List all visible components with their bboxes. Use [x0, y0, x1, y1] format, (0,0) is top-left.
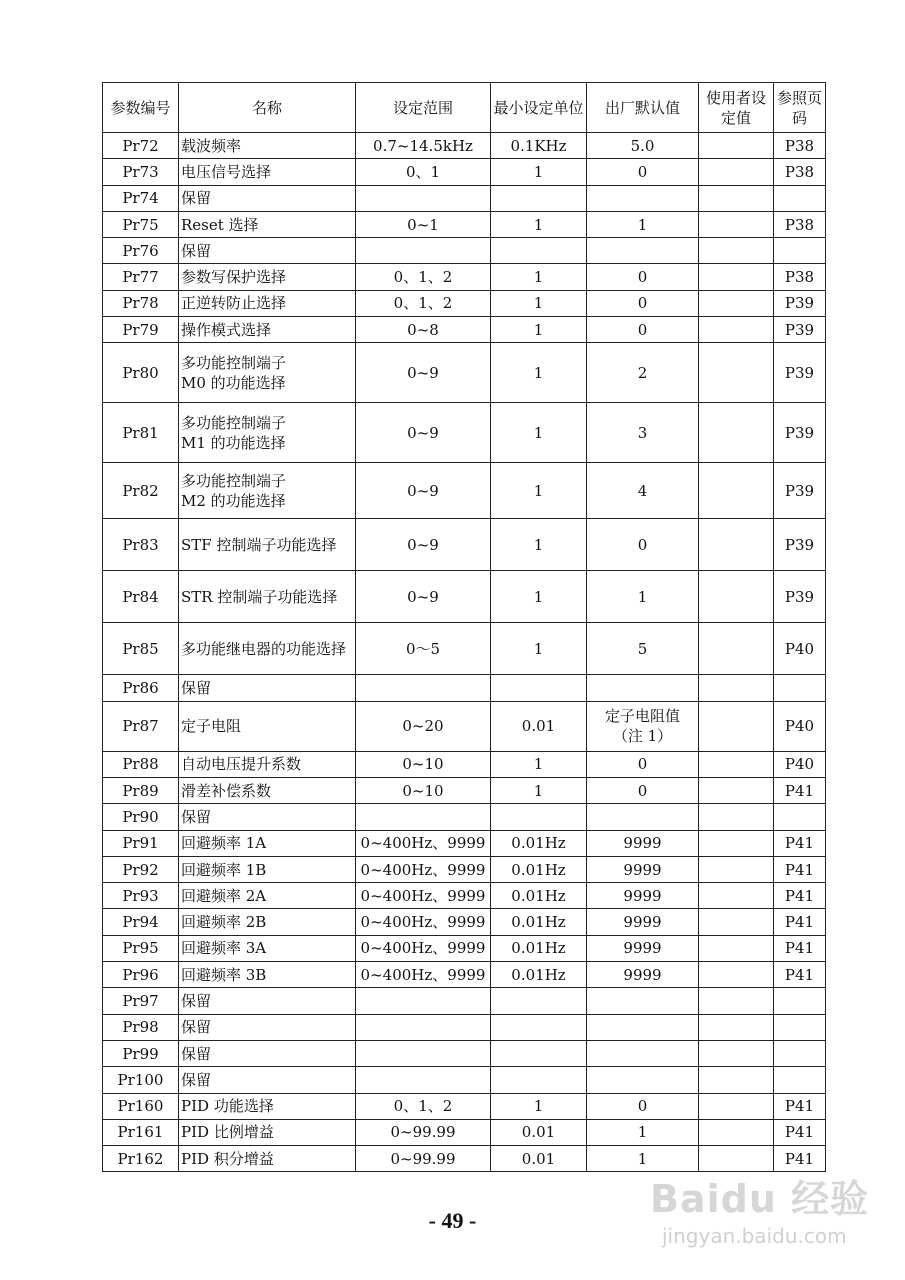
user-value-cell: [699, 1014, 774, 1040]
param-name-cell: PID 比例增益: [179, 1119, 356, 1145]
ref-page-cell: P39: [774, 571, 826, 623]
min-unit-cell: 1: [491, 571, 587, 623]
table-row: [103, 1014, 826, 1040]
min-unit-cell: 0.01: [491, 1146, 587, 1172]
user-value-cell: [699, 777, 774, 803]
min-unit-cell: 0.01Hz: [491, 909, 587, 935]
header-param-id: 参数编号: [103, 83, 179, 133]
range-cell: [356, 1040, 491, 1066]
user-value-cell: [699, 571, 774, 623]
default-value-cell: 0: [587, 264, 699, 290]
user-value-cell: [699, 675, 774, 701]
param-name-cell: 回避频率 3B: [179, 962, 356, 988]
min-unit-cell: 0.01Hz: [491, 962, 587, 988]
watermark: [640, 1168, 890, 1268]
param-id-cell: Pr90: [103, 804, 179, 830]
table-row: [103, 883, 826, 909]
param-name-cell: 定子电阻: [179, 701, 356, 751]
min-unit-cell: 0.01Hz: [491, 830, 587, 856]
ref-page-cell: P41: [774, 1146, 826, 1172]
param-name-cell: 参数写保护选择: [179, 264, 356, 290]
param-name-cell: 操作模式选择: [179, 317, 356, 343]
range-cell: 0、1: [356, 159, 491, 185]
default-value-cell: [587, 1014, 699, 1040]
min-unit-cell: 1: [491, 317, 587, 343]
user-value-cell: [699, 519, 774, 571]
param-id-cell: Pr93: [103, 883, 179, 909]
param-id-cell: Pr76: [103, 238, 179, 264]
ref-page-cell: P41: [774, 777, 826, 803]
min-unit-cell: 1: [491, 1093, 587, 1119]
param-name-cell: 正逆转防止选择: [179, 290, 356, 316]
ref-page-cell: P41: [774, 883, 826, 909]
default-value-cell: [587, 988, 699, 1014]
default-value-cell: 9999: [587, 909, 699, 935]
range-cell: [356, 1067, 491, 1093]
min-unit-cell: 0.01Hz: [491, 935, 587, 961]
param-name-cell: 回避频率 1B: [179, 856, 356, 882]
user-value-cell: [699, 962, 774, 988]
range-cell: 0~9: [356, 343, 491, 403]
param-name-cell: 保留: [179, 238, 356, 264]
default-value-cell: 0: [587, 1093, 699, 1119]
user-value-cell: [699, 751, 774, 777]
default-value-cell: 定子电阻值 （注 1）: [587, 701, 699, 751]
user-value-cell: [699, 623, 774, 675]
parameter-table: [102, 82, 826, 1172]
ref-page-cell: P41: [774, 1093, 826, 1119]
param-id-cell: Pr78: [103, 290, 179, 316]
default-value-cell: [587, 238, 699, 264]
default-value-cell: 0: [587, 290, 699, 316]
min-unit-cell: 1: [491, 403, 587, 463]
ref-page-cell: [774, 185, 826, 211]
table-row: [103, 1119, 826, 1145]
ref-page-cell: P41: [774, 935, 826, 961]
param-name-cell: 多功能控制端子 M2 的功能选择: [179, 463, 356, 519]
ref-page-cell: P41: [774, 830, 826, 856]
min-unit-cell: 1: [491, 519, 587, 571]
min-unit-cell: [491, 1067, 587, 1093]
table-row: [103, 519, 826, 571]
default-value-cell: 0: [587, 519, 699, 571]
param-name-cell: Reset 选择: [179, 211, 356, 237]
header-ref-page: 参照页码: [774, 83, 826, 133]
table-row: [103, 1093, 826, 1119]
ref-page-cell: P38: [774, 159, 826, 185]
range-cell: 0～5: [356, 623, 491, 675]
table-row: [103, 403, 826, 463]
ref-page-cell: P39: [774, 403, 826, 463]
ref-page-cell: P39: [774, 519, 826, 571]
user-value-cell: [699, 290, 774, 316]
param-id-cell: Pr97: [103, 988, 179, 1014]
table-row: [103, 830, 826, 856]
default-value-cell: 5.0: [587, 133, 699, 159]
param-name-cell: 保留: [179, 1067, 356, 1093]
min-unit-cell: 0.01Hz: [491, 856, 587, 882]
ref-page-cell: [774, 238, 826, 264]
range-cell: 0、1、2: [356, 264, 491, 290]
ref-page-cell: P38: [774, 133, 826, 159]
user-value-cell: [699, 238, 774, 264]
table-row: [103, 701, 826, 751]
ref-page-cell: P41: [774, 1119, 826, 1145]
param-id-cell: Pr83: [103, 519, 179, 571]
range-cell: 0~9: [356, 403, 491, 463]
range-cell: 0~400Hz、9999: [356, 935, 491, 961]
param-name-cell: 回避频率 1A: [179, 830, 356, 856]
range-cell: 0~400Hz、9999: [356, 830, 491, 856]
ref-page-cell: P39: [774, 290, 826, 316]
ref-page-cell: P39: [774, 317, 826, 343]
user-value-cell: [699, 1093, 774, 1119]
user-value-cell: [699, 883, 774, 909]
table-row: [103, 343, 826, 403]
param-name-cell: 载波频率: [179, 133, 356, 159]
user-value-cell: [699, 988, 774, 1014]
header-range: 设定范围: [356, 83, 491, 133]
ref-page-cell: P41: [774, 909, 826, 935]
default-value-cell: 4: [587, 463, 699, 519]
range-cell: [356, 804, 491, 830]
param-name-cell: 多功能继电器的功能选择: [179, 623, 356, 675]
range-cell: 0~10: [356, 751, 491, 777]
param-name-cell: 保留: [179, 988, 356, 1014]
table-row: [103, 211, 826, 237]
table-row: [103, 185, 826, 211]
table-row: [103, 804, 826, 830]
range-cell: 0~400Hz、9999: [356, 856, 491, 882]
table-row: [103, 988, 826, 1014]
min-unit-cell: [491, 675, 587, 701]
param-id-cell: Pr95: [103, 935, 179, 961]
range-cell: [356, 988, 491, 1014]
param-name-cell: 保留: [179, 675, 356, 701]
range-cell: 0.7~14.5kHz: [356, 133, 491, 159]
user-value-cell: [699, 159, 774, 185]
user-value-cell: [699, 463, 774, 519]
default-value-cell: 0: [587, 751, 699, 777]
min-unit-cell: [491, 804, 587, 830]
default-value-cell: [587, 1040, 699, 1066]
default-value-cell: 9999: [587, 935, 699, 961]
param-id-cell: Pr89: [103, 777, 179, 803]
ref-page-cell: P41: [774, 856, 826, 882]
default-value-cell: 9999: [587, 962, 699, 988]
param-name-cell: 多功能控制端子 M0 的功能选择: [179, 343, 356, 403]
param-id-cell: Pr98: [103, 1014, 179, 1040]
user-value-cell: [699, 211, 774, 237]
table-row: [103, 856, 826, 882]
range-cell: 0~9: [356, 463, 491, 519]
range-cell: 0~9: [356, 571, 491, 623]
param-id-cell: Pr81: [103, 403, 179, 463]
ref-page-cell: P38: [774, 264, 826, 290]
min-unit-cell: [491, 185, 587, 211]
table-row: [103, 777, 826, 803]
default-value-cell: 5: [587, 623, 699, 675]
ref-page-cell: [774, 804, 826, 830]
param-id-cell: Pr87: [103, 701, 179, 751]
min-unit-cell: [491, 1040, 587, 1066]
default-value-cell: 1: [587, 571, 699, 623]
table-row: [103, 159, 826, 185]
min-unit-cell: 1: [491, 623, 587, 675]
ref-page-cell: [774, 1014, 826, 1040]
param-id-cell: Pr100: [103, 1067, 179, 1093]
default-value-cell: 9999: [587, 856, 699, 882]
param-id-cell: Pr80: [103, 343, 179, 403]
table-row: [103, 751, 826, 777]
ref-page-cell: [774, 1067, 826, 1093]
range-cell: 0、1、2: [356, 290, 491, 316]
default-value-cell: 0: [587, 159, 699, 185]
header-min-unit: 最小设定单位: [491, 83, 587, 133]
ref-page-cell: P38: [774, 211, 826, 237]
user-value-cell: [699, 185, 774, 211]
range-cell: [356, 1014, 491, 1040]
param-id-cell: Pr160: [103, 1093, 179, 1119]
default-value-cell: [587, 675, 699, 701]
param-id-cell: Pr92: [103, 856, 179, 882]
param-id-cell: Pr74: [103, 185, 179, 211]
min-unit-cell: 0.01: [491, 1119, 587, 1145]
ref-page-cell: P39: [774, 343, 826, 403]
table-row: [103, 1067, 826, 1093]
min-unit-cell: 1: [491, 264, 587, 290]
default-value-cell: [587, 185, 699, 211]
user-value-cell: [699, 856, 774, 882]
user-value-cell: [699, 133, 774, 159]
param-id-cell: Pr86: [103, 675, 179, 701]
default-value-cell: 3: [587, 403, 699, 463]
param-name-cell: STF 控制端子功能选择: [179, 519, 356, 571]
param-id-cell: Pr94: [103, 909, 179, 935]
param-name-cell: 保留: [179, 185, 356, 211]
param-name-cell: 回避频率 2B: [179, 909, 356, 935]
param-name-cell: 保留: [179, 804, 356, 830]
param-id-cell: Pr73: [103, 159, 179, 185]
ref-page-cell: P40: [774, 623, 826, 675]
min-unit-cell: 0.01Hz: [491, 883, 587, 909]
param-id-cell: Pr99: [103, 1040, 179, 1066]
range-cell: [356, 238, 491, 264]
param-id-cell: Pr85: [103, 623, 179, 675]
param-name-cell: 保留: [179, 1040, 356, 1066]
user-value-cell: [699, 909, 774, 935]
param-id-cell: Pr88: [103, 751, 179, 777]
header-row: [103, 83, 826, 133]
user-value-cell: [699, 1067, 774, 1093]
param-name-cell: STR 控制端子功能选择: [179, 571, 356, 623]
user-value-cell: [699, 830, 774, 856]
min-unit-cell: 1: [491, 211, 587, 237]
param-id-cell: Pr72: [103, 133, 179, 159]
default-value-cell: 9999: [587, 830, 699, 856]
ref-page-cell: [774, 988, 826, 1014]
param-id-cell: Pr161: [103, 1119, 179, 1145]
watermark-url: jingyan.baidu.com: [662, 1224, 847, 1248]
user-value-cell: [699, 701, 774, 751]
default-value-cell: [587, 1067, 699, 1093]
default-value-cell: 9999: [587, 883, 699, 909]
min-unit-cell: 1: [491, 343, 587, 403]
range-cell: 0~9: [356, 519, 491, 571]
table-row: [103, 238, 826, 264]
default-value-cell: 1: [587, 211, 699, 237]
range-cell: 0~400Hz、9999: [356, 883, 491, 909]
ref-page-cell: P40: [774, 751, 826, 777]
range-cell: 0~8: [356, 317, 491, 343]
param-name-cell: 自动电压提升系数: [179, 751, 356, 777]
header-default: 出厂默认值: [587, 83, 699, 133]
min-unit-cell: 0.1KHz: [491, 133, 587, 159]
range-cell: [356, 675, 491, 701]
param-name-cell: 电压信号选择: [179, 159, 356, 185]
user-value-cell: [699, 804, 774, 830]
table-row: [103, 962, 826, 988]
table-row: [103, 317, 826, 343]
user-value-cell: [699, 264, 774, 290]
baidu-watermark-logo: Baidu 经验: [650, 1177, 870, 1221]
param-name-cell: 保留: [179, 1014, 356, 1040]
min-unit-cell: [491, 1014, 587, 1040]
table-row: [103, 935, 826, 961]
range-cell: 0~400Hz、9999: [356, 962, 491, 988]
param-name-cell: 多功能控制端子 M1 的功能选择: [179, 403, 356, 463]
param-id-cell: Pr91: [103, 830, 179, 856]
min-unit-cell: 1: [491, 463, 587, 519]
range-cell: 0~99.99: [356, 1119, 491, 1145]
min-unit-cell: [491, 238, 587, 264]
min-unit-cell: 1: [491, 777, 587, 803]
default-value-cell: 1: [587, 1146, 699, 1172]
user-value-cell: [699, 1040, 774, 1066]
range-cell: 0~20: [356, 701, 491, 751]
header-name: 名称: [179, 83, 356, 133]
min-unit-cell: 1: [491, 290, 587, 316]
user-value-cell: [699, 343, 774, 403]
table-row: [103, 623, 826, 675]
param-name-cell: 滑差补偿系数: [179, 777, 356, 803]
ref-page-cell: [774, 675, 826, 701]
min-unit-cell: [491, 988, 587, 1014]
range-cell: 0~1: [356, 211, 491, 237]
page-number: - 49 -: [428, 1208, 477, 1233]
range-cell: 0~400Hz、9999: [356, 909, 491, 935]
table-row: [103, 909, 826, 935]
range-cell: 0、1、2: [356, 1093, 491, 1119]
min-unit-cell: 0.01: [491, 701, 587, 751]
table-row: [103, 675, 826, 701]
range-cell: 0~99.99: [356, 1146, 491, 1172]
table-row: [103, 571, 826, 623]
default-value-cell: 0: [587, 777, 699, 803]
param-name-cell: 回避频率 2A: [179, 883, 356, 909]
param-id-cell: Pr75: [103, 211, 179, 237]
default-value-cell: 0: [587, 317, 699, 343]
user-value-cell: [699, 1119, 774, 1145]
user-value-cell: [699, 317, 774, 343]
default-value-cell: [587, 804, 699, 830]
default-value-cell: 2: [587, 343, 699, 403]
header-user-value: 使用者设定值: [699, 83, 774, 133]
default-value-cell: 1: [587, 1119, 699, 1145]
table-row: [103, 264, 826, 290]
ref-page-cell: P40: [774, 701, 826, 751]
param-name-cell: 回避频率 3A: [179, 935, 356, 961]
min-unit-cell: 1: [491, 751, 587, 777]
ref-page-cell: P41: [774, 962, 826, 988]
range-cell: 0~10: [356, 777, 491, 803]
table-row: [103, 290, 826, 316]
ref-page-cell: P39: [774, 463, 826, 519]
table-row: [103, 463, 826, 519]
param-id-cell: Pr96: [103, 962, 179, 988]
param-id-cell: Pr162: [103, 1146, 179, 1172]
user-value-cell: [699, 935, 774, 961]
param-name-cell: PID 积分增益: [179, 1146, 356, 1172]
param-id-cell: Pr84: [103, 571, 179, 623]
table-row: [103, 133, 826, 159]
ref-page-cell: [774, 1040, 826, 1066]
range-cell: [356, 185, 491, 211]
param-name-cell: PID 功能选择: [179, 1093, 356, 1119]
user-value-cell: [699, 403, 774, 463]
param-id-cell: Pr82: [103, 463, 179, 519]
param-id-cell: Pr79: [103, 317, 179, 343]
table-row: [103, 1040, 826, 1066]
min-unit-cell: 1: [491, 159, 587, 185]
param-id-cell: Pr77: [103, 264, 179, 290]
